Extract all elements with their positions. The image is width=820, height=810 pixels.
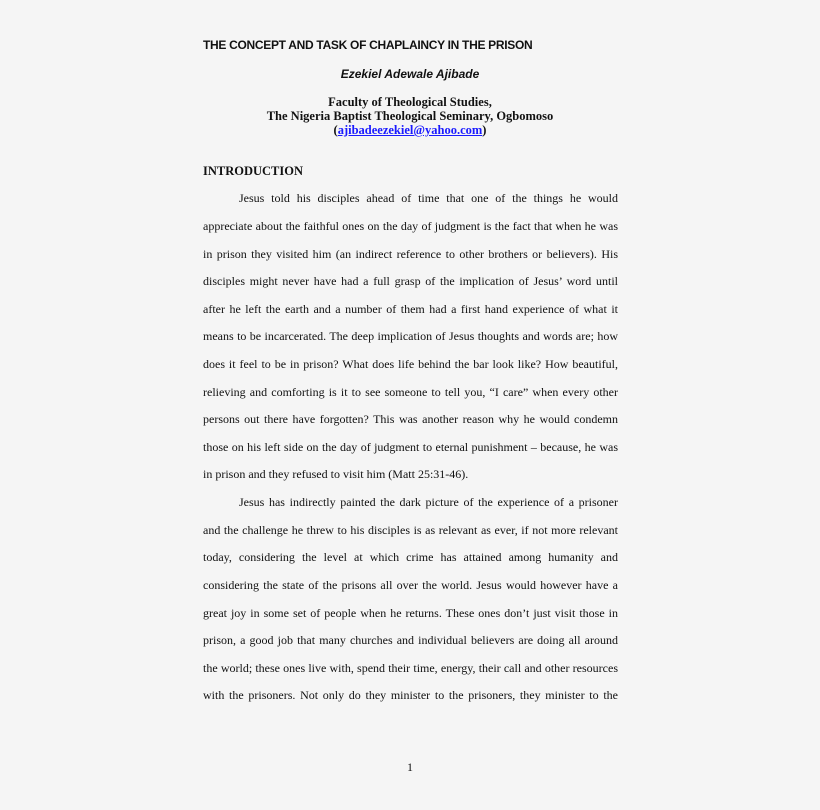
paragraph-line: Jesus has indirectly painted the dark picture of the experience of a prisoner <box>239 495 618 509</box>
affiliation-faculty: Faculty of Theological Studies, <box>328 95 492 109</box>
paragraph-line: those on his left side on the day of judgment to eternal punishment – because, he was <box>203 440 618 454</box>
paragraph-line: after he left the earth and a number of them had a first hand experience of what it <box>203 302 618 316</box>
paragraph-line: in prison and they refused to visit him (Matt 25:31-46). <box>203 467 469 481</box>
author-name: Ezekiel Adewale Ajibade <box>340 67 480 81</box>
paragraph-line: great joy in some set of people when he returns. These ones don’t just visit those in <box>203 606 618 620</box>
author-email-line <box>0 123 820 137</box>
affiliation-seminary: The Nigeria Baptist Theological Seminary, Ogbomoso <box>266 109 554 123</box>
paragraph-line: persons out there have forgotten? This was another reason why he would condemn <box>203 412 618 426</box>
paragraph-line: the world; these ones live with, spend their time, energy, their call and other resources <box>203 661 618 675</box>
page-number: 1 <box>407 760 413 774</box>
email-close-paren: ) <box>482 123 487 137</box>
paragraph-line: means to be incarcerated. The deep implication of Jesus thoughts and words are; how <box>203 329 618 343</box>
author-email-link[interactable]: ajibadeezekiel@yahoo.com <box>337 123 483 137</box>
section-heading: INTRODUCTION <box>203 164 304 178</box>
paragraph-line: appreciate about the faithful ones on the day of judgment is the fact that when he was <box>203 219 618 233</box>
paragraph-line: today, considering the level at which crime has attained among humanity and <box>203 550 618 564</box>
paragraph-line: relieving and comforting is it to see someone to tell you, “I care” when every other <box>203 385 618 399</box>
paragraph-line: does it feel to be in prison? What does life behind the bar look like? How beautiful, <box>203 357 618 371</box>
paragraph-line: prison, a good job that many churches and individual believers are doing all around <box>203 633 618 647</box>
paragraph-line: with the prisoners. Not only do they minister to the prisoners, they minister to the <box>203 688 618 702</box>
paragraph-line: and the challenge he threw to his disciples is as relevant as ever, if not more relevant <box>203 523 618 537</box>
paragraph-line: Jesus told his disciples ahead of time that one of the things he would <box>239 191 618 205</box>
paragraph-line: considering the state of the prisons all over the world. Jesus would however have a <box>203 578 618 592</box>
paragraph-line: in prison they visited him (an indirect reference to other brothers or believers). His <box>203 247 618 261</box>
document-title: THE CONCEPT AND TASK OF CHAPLAINCY IN THE PRISON <box>203 38 533 52</box>
email-open-paren: ( <box>333 123 338 137</box>
paragraph-line: disciples might never have had a full grasp of the implication of Jesus’ word until <box>203 274 618 288</box>
